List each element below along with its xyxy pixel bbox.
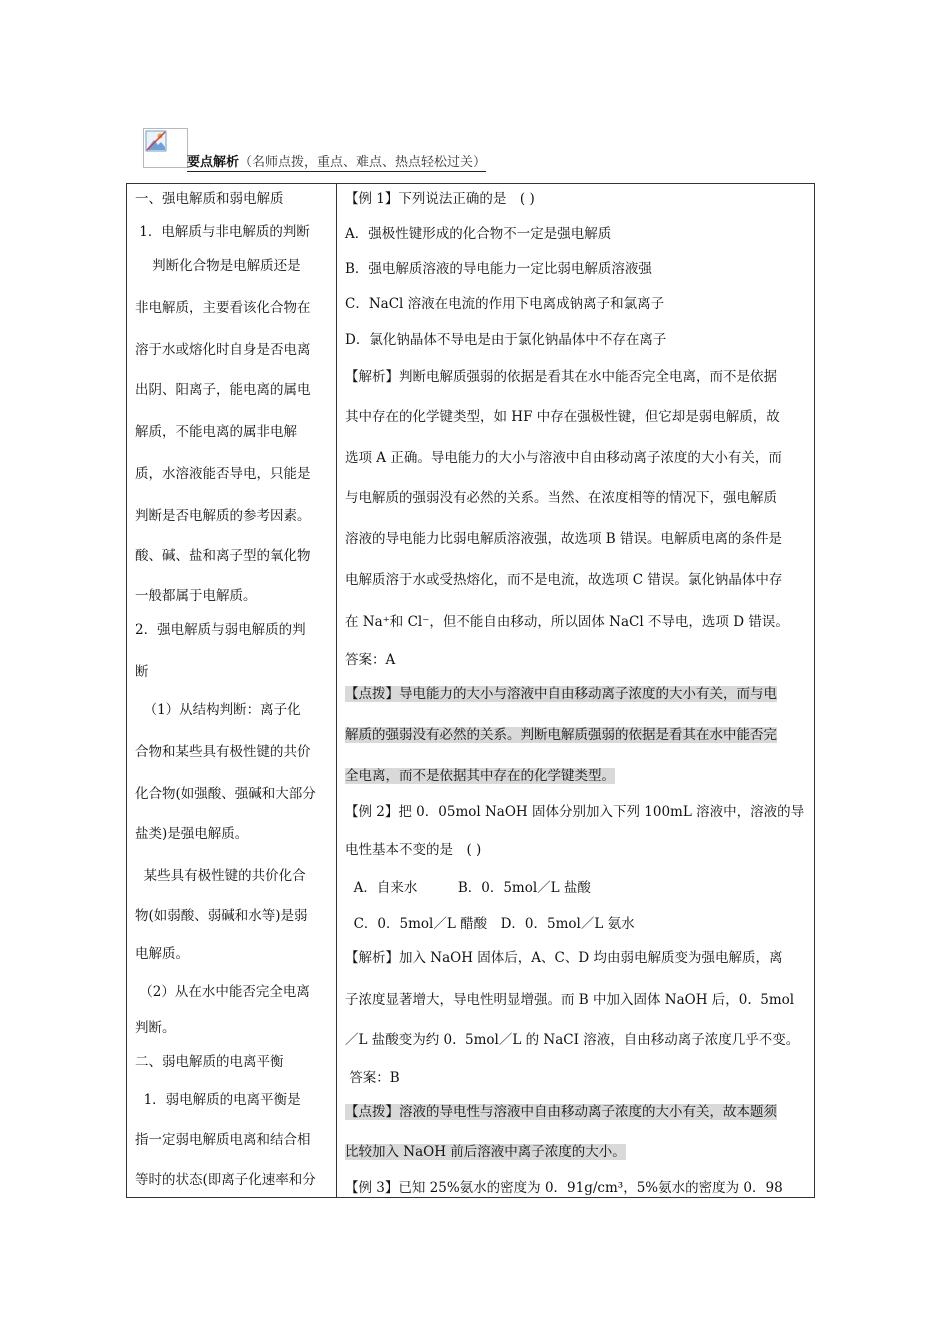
line-text: 其中存在的化学键类型，如 HF 中存在强极性键，但它却是弱电解质，故 [345,409,780,425]
heading-subtitle: （名师点拨，重点、难点、热点轻松过关） [239,155,487,170]
right-text-line [345,529,782,549]
line-text: 【解析】判断电解质强弱的依据是看其在水中能否完全电离，而不是依据 [345,369,777,385]
line-text: 【例 2】把 0．05mol NaOH 固体分别加入下列 100mL 溶液中，溶液的导 [345,804,805,820]
highlight-text-line [345,1142,626,1162]
line-text: 解质的强弱没有必然的关系。判断电解质强弱的依据是看其在水中能否完 [345,727,777,743]
left-text-line: 非电解质，主要看该化合物在 [135,300,311,316]
line-text: 选项 A 正确。导电能力的大小与溶液中自由移动离子浓度的大小有关，而 [345,450,782,466]
left-text-line: 二、弱电解质的电离平衡 [135,1054,284,1070]
line-text: C．NaCl 溶液在电流的作用下电离成钠离子和氯离子 [345,296,665,312]
right-text-line [345,650,395,670]
left-text-line: 断 [135,664,149,680]
highlight-text-line [345,684,777,704]
line-text: 【例 1】下列说法正确的是 ( ) [345,191,535,207]
line-text: 【点拨】溶液的导电性与溶液中自由移动离子浓度的大小有关，故本题须 [345,1104,777,1120]
right-text-line [345,612,789,632]
right-text-line [345,878,591,898]
right-text-line [345,1030,799,1050]
line-text: 电解质溶于水或受热熔化，而不是电流，故选项 C 错误。氯化钠晶体中存 [345,572,783,588]
right-text-line [345,224,611,244]
left-text-line: （1）从结构判断：离子化 [135,702,301,718]
left-text-line: 判断化合物是电解质还是 [135,258,301,274]
left-text-line: 质，水溶液能否导电，只能是 [135,466,311,482]
right-text-line [345,840,481,860]
left-text-line: 化合物(如强酸、强碱和大部分 [135,786,316,802]
right-text-line [345,367,777,387]
right-text-line [345,990,794,1010]
image-placeholder-icon [143,128,188,168]
right-text-line [345,189,535,209]
heading-title: 要点解析 [187,155,240,170]
left-text-line: 电解质。 [135,946,189,962]
right-text-line [345,1178,783,1198]
left-text-line: 溶于水或熔化时自身是否电离 [135,342,311,358]
line-text: A．强极性键形成的化合物不一定是强电解质 [345,226,612,242]
line-text: 在 Na⁺和 Cl⁻，但不能自由移动，所以固体 NaCl 不导电，选项 D 错误。 [345,614,789,630]
left-text-line: 酸、碱、盐和离子型的氧化物 [135,548,311,564]
left-text-line: 一、强电解质和弱电解质 [135,191,284,207]
left-text-line: 1．弱电解质的电离平衡是 [135,1092,301,1108]
left-text-line: （2）从在水中能否完全电离 [135,984,310,1000]
line-text: A．自来水 B．0．5mol／L 盐酸 [345,880,591,896]
line-text: C．0．5mol／L 醋酸 D．0．5mol／L 氨水 [345,916,635,932]
right-text-line [345,570,782,590]
left-text-line: 物(如弱酸、弱碱和水等)是弱 [135,908,308,924]
left-text-line: 合物和某些具有极性键的共价 [135,744,311,760]
right-text-line [345,802,804,822]
left-text-line: 解质，不能电离的属非电解 [135,424,297,440]
left-text-line: 等时的状态(即离子化速率和分 [135,1172,316,1188]
section-heading [187,151,486,172]
left-text-line: 某些具有极性键的共价化合 [135,868,306,884]
line-text: 答案：B [345,1070,400,1086]
highlight-text-line [345,766,615,786]
line-text: 【点拨】导电能力的大小与溶液中自由移动离子浓度的大小有关，而与电 [345,686,777,702]
content-table [126,183,815,1198]
right-text-line [345,914,635,934]
right-text-line [345,448,782,468]
left-text-line: 判断是否电解质的参考因素。 [135,508,311,524]
right-text-line [345,488,777,508]
right-text-line [345,948,782,968]
left-text-line: 2．强电解质与弱电解质的判 [135,622,306,638]
left-text-line: 指一定弱电解质电离和结合相 [135,1132,311,1148]
left-text-line: 出阴、阳离子，能电离的属电 [135,382,311,398]
line-text: 电性基本不变的是 ( ) [345,842,482,858]
line-text: 全电离，而不是依据其中存在的化学键类型。 [345,768,615,784]
right-text-line [345,294,664,314]
highlight-text-line [345,725,777,745]
right-text-line [345,259,652,279]
column-divider [336,184,337,1197]
left-text-line: 判断。 [135,1020,176,1036]
left-text-line: 盐类)是强电解质。 [135,826,249,842]
line-text: 与电解质的强弱没有必然的关系。当然、在浓度相等的情况下，强电解质 [345,490,777,506]
right-text-line [345,1068,400,1088]
left-text-line: 一般都属于电解质。 [135,588,257,604]
line-text: 溶液的导电能力比弱电解质溶液强，故选项 B 错误。电解质电离的条件是 [345,531,783,547]
line-text: B．强电解质溶液的导电能力一定比弱电解质溶液强 [345,261,652,277]
line-text: 比较加入 NaOH 前后溶液中离子浓度的大小。 [345,1144,626,1160]
right-text-line [345,330,666,350]
right-text-line [345,407,780,427]
line-text: 【例 3】已知 25%氨水的密度为 0．91g/cm³，5%氨水的密度为 0．98 [345,1180,783,1196]
line-text: 答案：A [345,652,396,668]
line-text: ／L 盐酸变为约 0. 5mol／L 的 NaCI 溶液，自由移动离子浓度几乎不变。 [345,1032,800,1048]
highlight-text-line [345,1102,777,1122]
line-text: 子浓度显著增大，导电性明显增强。而 B 中加入固体 NaOH 后，0. 5mol [345,992,795,1008]
left-text-line: 1．电解质与非电解质的判断 [135,224,310,240]
line-text: 【解析】加入 NaOH 固体后，A、C、D 均由弱电解质变为强电解质，离 [345,950,783,966]
line-text: D．氯化钠晶体不导电是由于氯化钠晶体中不存在离子 [345,332,667,348]
